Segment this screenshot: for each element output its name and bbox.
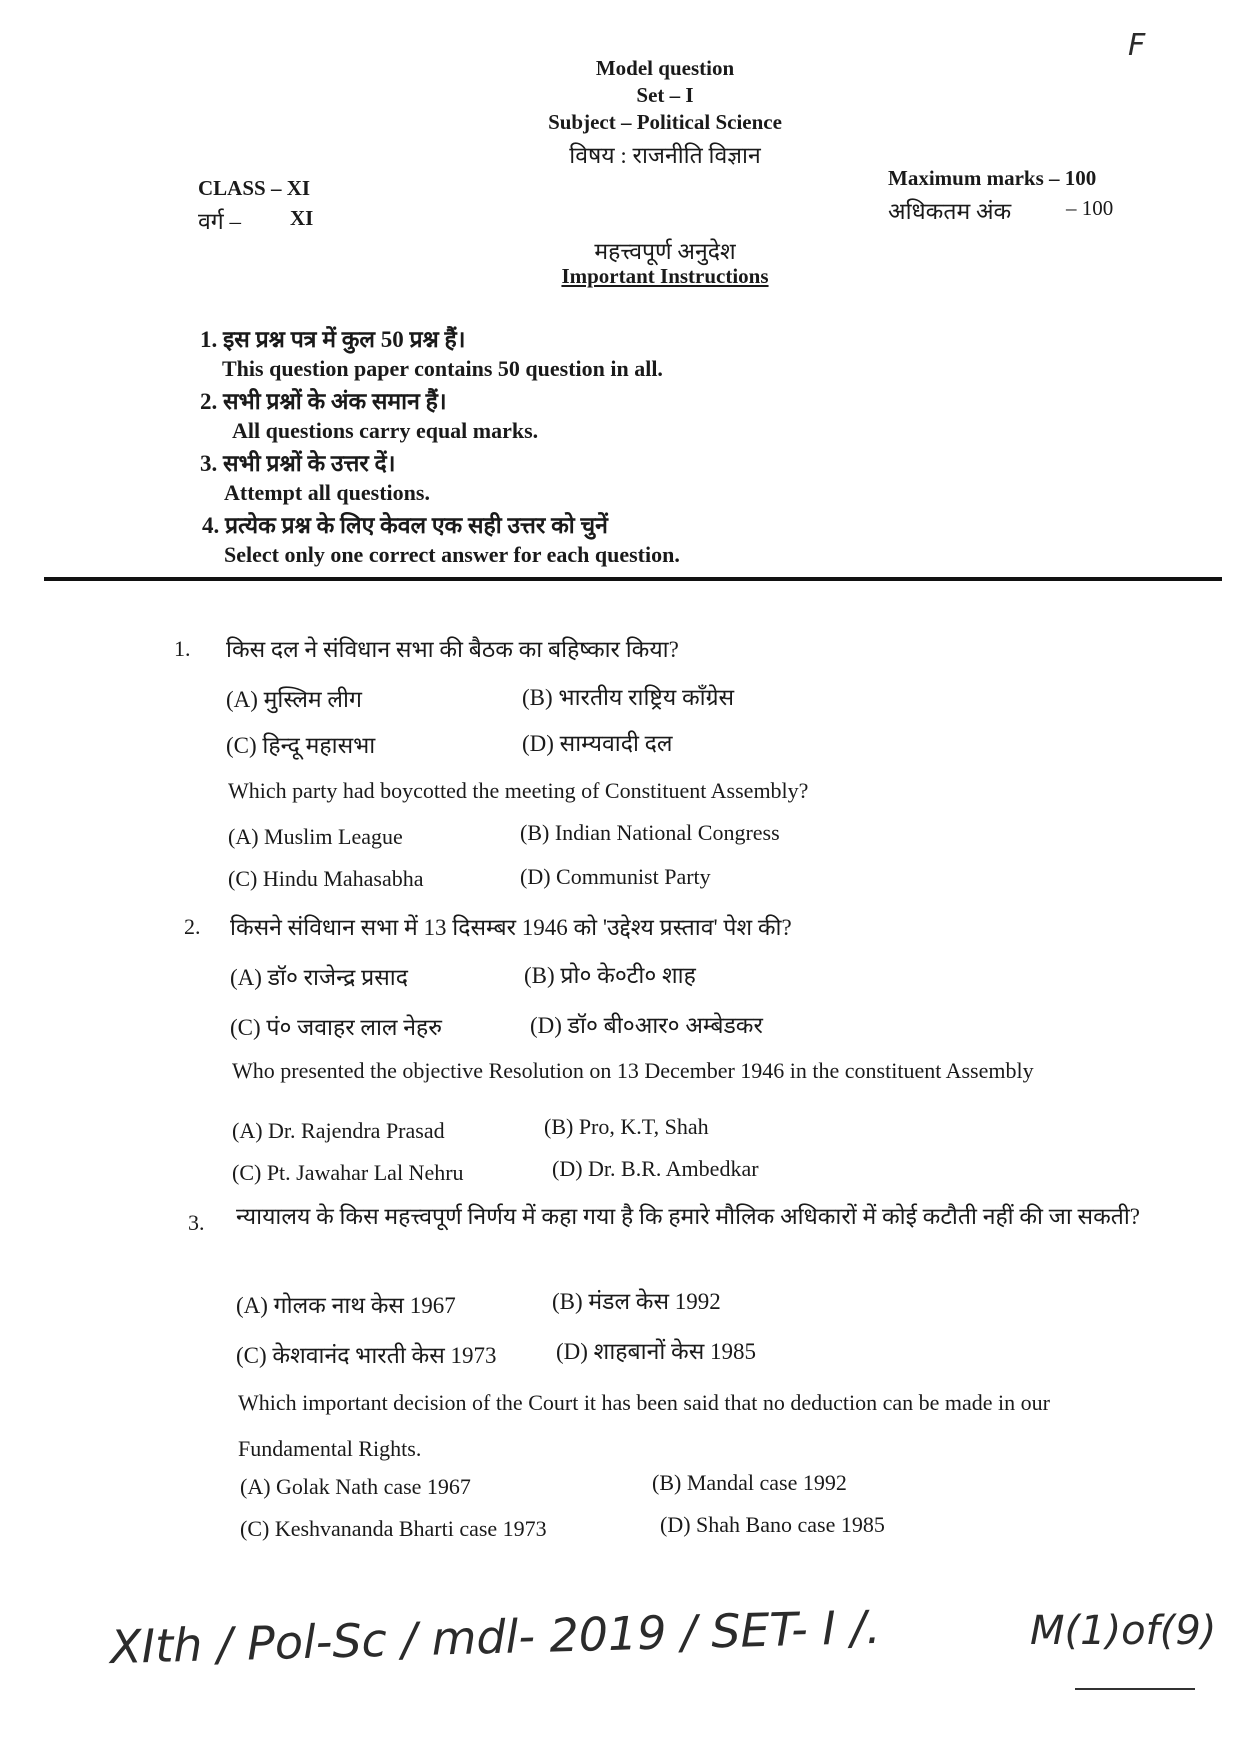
- divider-rule: [44, 577, 1222, 581]
- max-marks-english: Maximum marks – 100: [888, 166, 1097, 190]
- question-1-english-option-d: (D) Communist Party: [520, 864, 711, 889]
- class-hindi-label: वर्ग –: [198, 209, 241, 234]
- question-2-number: 2.: [184, 914, 201, 939]
- question-3-english-option-b: (B) Mandal case 1992: [652, 1470, 847, 1495]
- question-1-number: 1.: [174, 636, 191, 661]
- question-3-hindi-option-d: (D) शाहबानों केस 1985: [556, 1339, 757, 1364]
- instruction-1-english: This question paper contains 50 question in all.: [222, 356, 663, 381]
- question-1-english: Which party had boycotted the meeting of Constituent Assembly?: [228, 778, 809, 803]
- question-2-english-option-a: (A) Dr. Rajendra Prasad: [232, 1118, 445, 1143]
- instruction-4-english: Select only one correct answer for each question.: [224, 542, 680, 567]
- handwritten-document-code: XIth / Pol-Sc / mdl- 2019 / SET- I /.: [109, 1599, 882, 1675]
- question-2-english-option-b: (B) Pro, K.T, Shah: [544, 1114, 709, 1139]
- question-3-hindi: न्यायालय के किस महत्त्वपूर्ण निर्णय में कहा गया है कि हमारे मौलिक अधिकारों में कोई कटौती नहीं की जा सकती?: [236, 1204, 1141, 1229]
- question-2-english-option-d: (D) Dr. B.R. Ambedkar: [552, 1156, 759, 1181]
- instruction-1-hindi: 1. इस प्रश्न पत्र में कुल 50 प्रश्न हैं।: [200, 327, 466, 352]
- question-3-english-option-d: (D) Shah Bano case 1985: [660, 1512, 885, 1537]
- handwritten-page-number: M(1)of(9): [1030, 1608, 1217, 1654]
- set-label: Set – I: [636, 83, 694, 107]
- instruction-3-english: Attempt all questions.: [224, 480, 430, 505]
- question-3-hindi-option-a: (A) गोलक नाथ केस 1967: [236, 1293, 456, 1318]
- question-1-hindi-option-d: (D) साम्यवादी दल: [522, 731, 673, 756]
- question-2-hindi-option-d: (D) डॉ० बी०आर० अम्बेडकर: [530, 1013, 763, 1038]
- question-3-hindi-option-b: (B) मंडल केस 1992: [552, 1289, 721, 1314]
- question-1-hindi-option-c: (C) हिन्दू महासभा: [226, 733, 376, 758]
- max-marks-hindi-label: अधिकतम अंक: [888, 199, 1012, 224]
- question-1-hindi-option-b: (B) भारतीय राष्ट्रिय कॉंग्रेस: [522, 685, 735, 710]
- max-marks-hindi-value: – 100: [1066, 196, 1114, 220]
- class-hindi-value: XI: [290, 206, 314, 230]
- question-3-english: Which important decision of the Court it has been said that no deduction can be made in our Fundamental Rights.: [238, 1390, 1050, 1461]
- question-1-hindi-option-a: (A) मुस्लिम लीग: [226, 687, 362, 712]
- instruction-3-hindi: 3. सभी प्रश्नों के उत्तर दें।: [200, 451, 396, 476]
- question-3-english-option-a: (A) Golak Nath case 1967: [240, 1474, 471, 1499]
- handwritten-underline: [1075, 1688, 1195, 1690]
- subject-hindi: विषय : राजनीति विज्ञान: [569, 143, 761, 168]
- instruction-2-english: All questions carry equal marks.: [232, 418, 539, 443]
- question-2-hindi-option-b: (B) प्रो० के०टी० शाह: [524, 963, 696, 988]
- question-2-hindi-option-c: (C) पं० जवाहर लाल नेहरु: [230, 1015, 442, 1040]
- corner-handwritten-mark: F: [1128, 28, 1146, 63]
- instruction-2-hindi: 2. सभी प्रश्नों के अंक समान हैं।: [200, 389, 447, 414]
- question-2-hindi-option-a: (A) डॉ० राजेन्द्र प्रसाद: [230, 965, 408, 990]
- question-1-english-option-a: (A) Muslim League: [228, 824, 403, 849]
- paper-title: Model question: [595, 56, 735, 80]
- question-3-english-option-c: (C) Keshvananda Bharti case 1973: [240, 1516, 547, 1541]
- class-english: CLASS – XI: [198, 176, 311, 200]
- instruction-4-hindi: 4. प्रत्येक प्रश्न के लिए केवल एक सही उत्तर को चुनें: [202, 513, 608, 538]
- instructions-heading-hindi: महत्त्वपूर्ण अनुदेश: [594, 239, 736, 264]
- question-2-english: Who presented the objective Resolution on 13 December 1946 in the constituent Assembly: [232, 1058, 1034, 1083]
- question-1-english-option-c: (C) Hindu Mahasabha: [228, 866, 424, 891]
- question-3-number: 3.: [188, 1210, 205, 1235]
- question-1-english-option-b: (B) Indian National Congress: [520, 820, 780, 845]
- instructions-heading-english: Important Instructions: [561, 264, 769, 288]
- subject-english: Subject – Political Science: [548, 110, 782, 134]
- question-1-hindi: किस दल ने संविधान सभा की बैठक का बहिष्कार किया?: [226, 637, 679, 662]
- question-2-hindi: किसने संविधान सभा में 13 दिसम्बर 1946 को 'उद्देश्य प्रस्ताव' पेश की?: [230, 915, 792, 940]
- question-3-hindi-option-c: (C) केशवानंद भारती केस 1973: [236, 1343, 497, 1368]
- question-2-english-option-c: (C) Pt. Jawahar Lal Nehru: [232, 1160, 464, 1185]
